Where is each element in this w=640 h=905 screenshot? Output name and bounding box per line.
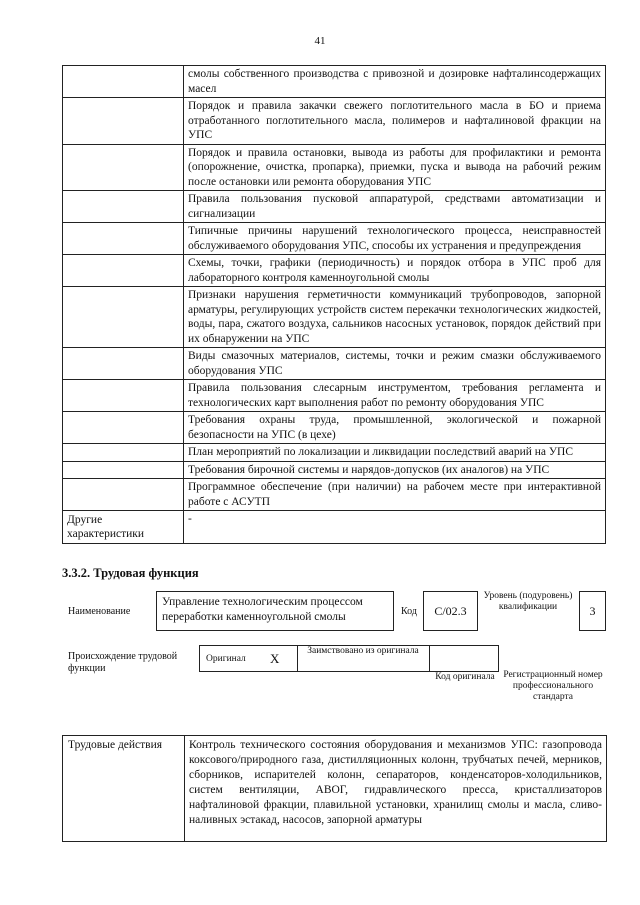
original-mark: X (270, 651, 280, 666)
table-row (63, 98, 605, 145)
table-row (63, 145, 605, 192)
code-label: Код (401, 606, 417, 617)
table-cell: Порядок и правила остановки, вывода из работы для профилактики и ремонта (опорожнение, очистка, пропарка), приемки, пуска и вывода на рабочий режим после остановки или ремонта оборудования УПС (188, 146, 601, 188)
table-row (63, 287, 605, 348)
table-row (63, 412, 605, 444)
other-label: Другие характеристики (63, 511, 184, 543)
code-original-cell (429, 646, 499, 671)
borrowed-label: Заимствовано из оригинала (307, 646, 419, 656)
code-box: C/02.3 (423, 591, 478, 631)
table-cell: смолы собственного производства с привозной и дозировке нафталинсодержащих масел (188, 68, 601, 95)
origin-frame (199, 645, 499, 672)
table-cell: Программное обеспечение (при наличии) на рабочем месте при интерактивной работе с АСУТП (188, 481, 601, 508)
function-name-box: Управление технологическим процессом переработки каменноугольной смолы (156, 591, 394, 631)
table-cell: План мероприятий по локализации и ликвидации последствий аварий на УПС (188, 446, 574, 458)
code-original-caption: Код оригинала (435, 672, 495, 682)
borrowed-cell (297, 646, 430, 671)
table-cell: Требования охраны труда, промышленной, экологической и пожарной безопасности на УПС (в цехе) (188, 414, 601, 441)
original-cell (200, 646, 298, 671)
table-cell: Типичные причины нарушений технологического процесса, неисправностей обслуживаемого оборудования УПС, способы их устранения и предупреждения (188, 225, 601, 252)
table-row (63, 479, 605, 511)
other-value: - (188, 513, 192, 525)
actions-table (62, 735, 607, 842)
section-heading: 3.3.2. Трудовая функция (62, 566, 199, 580)
table-row-other (63, 511, 605, 543)
name-label: Наименование (68, 606, 131, 617)
table-cell: Порядок и правила закачки свежего поглотительного масла в БО и приема отработанного поглотительного масла, полимеров и нафталиновой фракции на УПС (188, 100, 601, 141)
table-row (63, 191, 605, 223)
table-cell: Правила пользования слесарным инструментом, требования регламента и технологических карт выполнения работ по ремонту оборудования УПС (188, 382, 601, 409)
level-label: Уровень (подуровень) квалификации (483, 591, 573, 612)
table-cell: Признаки нарушения герметичности коммуникаций трубопроводов, запорной арматуры, регулирующих устройств систем перекачки технологических жидкостей, воды, пара, сжатого воздуха, сальников насосных установок, порядок действий при их обнаружении на УПС (188, 289, 601, 345)
actions-label: Трудовые действия (63, 736, 185, 841)
origin-label: Происхождение трудовой функции (68, 651, 178, 674)
original-label: Оригинал (206, 654, 246, 664)
table-cell: Схемы, точки, графики (периодичность) и порядок отбора в УПС проб для лабораторного контроля каменноугольной смолы (188, 257, 601, 284)
table-cell: Правила пользования пусковой аппаратурой, средствами автоматизации и сигнализации (188, 193, 601, 220)
knowledge-table (62, 65, 606, 544)
table-cell: Виды смазочных материалов, системы, точки и режим смазки обслуживаемого оборудования УПС (188, 350, 601, 377)
level-box: 3 (579, 591, 606, 631)
actions-value: Контроль технического состояния оборудования и механизмов УПС: газопровода коксового/природного газа, дистилляционных колонн, трубчатых печей, мерников, сборников, испарителей колонн, сепараторов, конденсаторов-холодильников, систем вентиляции, АВОГ, гидравлического пресса, кристаллизаторов нафталиновой фракции, плавильной установки, хранилищ смолы и масла, сливо-наливных эстакад, насосов, запорной арматуры (189, 739, 602, 826)
table-cell: Требования бирочной системы и нарядов-допусков (их аналогов) на УПС (188, 463, 550, 476)
page-number: 41 (314, 35, 326, 47)
table-row (63, 223, 605, 255)
table-row (63, 380, 605, 412)
table-row (63, 462, 605, 480)
reg-number-caption: Регистрационный номер профессионального стандарта (503, 670, 603, 702)
table-row (63, 255, 605, 287)
table-row (63, 444, 605, 462)
table-row (63, 66, 605, 98)
table-row (63, 348, 605, 380)
